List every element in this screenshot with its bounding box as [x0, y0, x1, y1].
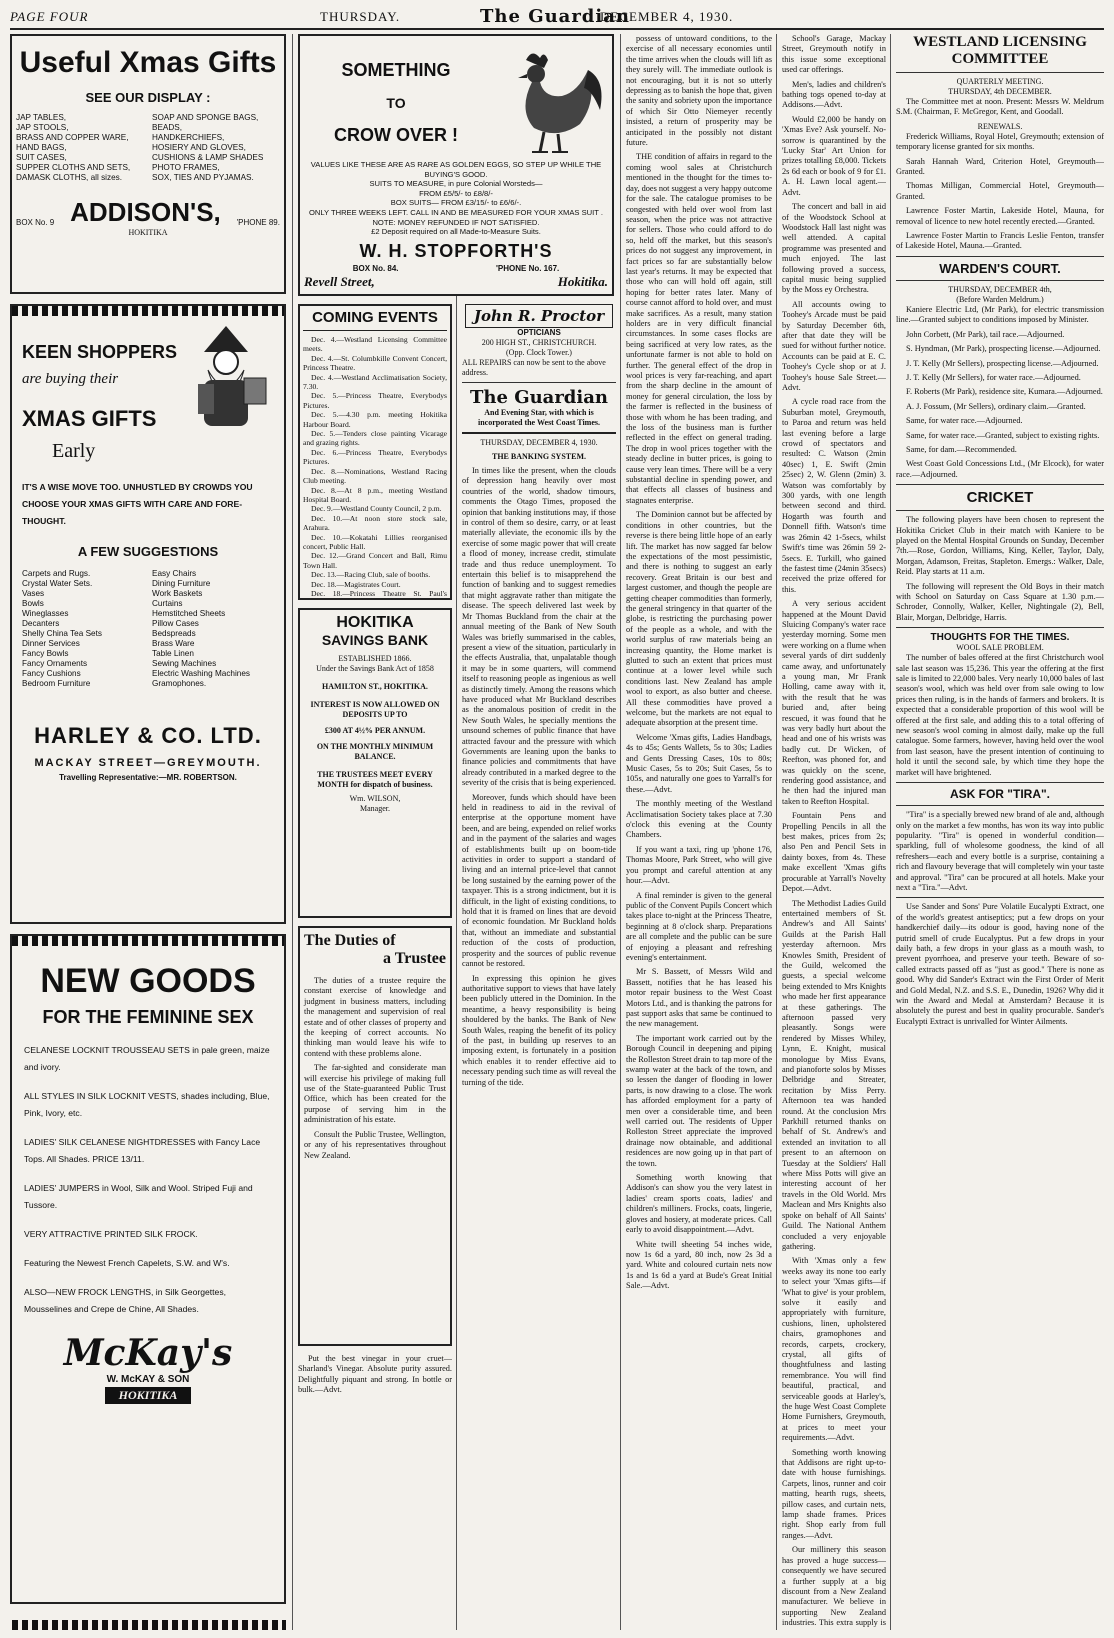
list-item: Gramophones. [152, 679, 207, 688]
harley-right [152, 569, 274, 689]
event-item: Dec. 18.—Magistrates Court. [311, 579, 401, 589]
stopforth-line: NOTE: MONEY REFUNDED IF NOT SATISFIED. [372, 217, 540, 227]
licensing-item: Frederick Williams, Royal Hotel, Greymouth; extension of temporary license granted for six months. [896, 131, 1104, 152]
mckay-ad [10, 934, 286, 1604]
savings-bank-ad [298, 608, 452, 918]
event-item: Dec. 4.—Westland Acclimatisation Society, 7.30. [303, 372, 447, 392]
savings-int1: INTEREST IS NOW ALLOWED ON DEPOSITS UP TO [310, 700, 440, 719]
guardian-section: THE BANKING SYSTEM. [491, 452, 587, 461]
list-item: SOAP AND SPONGE BAGS, [152, 113, 259, 122]
harley-h4: Early [52, 440, 96, 462]
trustee-p2: The far-sighted and considerate man will exercise his privilege of making full use of the State-guaranteed Public Trust Office, which has been created for the purpose of serving him in the administration of his estate. [304, 1063, 446, 1125]
addisons-box: BOX No. 9 [16, 218, 55, 227]
proctor-sub: OPTICIANS [517, 328, 561, 337]
harley-rep: Travelling Representative:—MR. ROBERTSON. [59, 773, 237, 782]
news-paragraph: The concert and ball in aid of the Woodstock School at Woodstock Hall last night was well attended. A capital programme was presented and much enjoyed. The last following proved a success, capital music being supplied by the Moss ey Orchestra. [782, 202, 886, 295]
licensing-item: Lawrence Foster Martin to Francis Leslie Fenton, transfer of Lakeside Hotel, Mauna.—Granted. [896, 231, 1104, 251]
wardens-title: WARDEN'S COURT. [939, 260, 1061, 276]
addisons-list [16, 113, 280, 183]
wardens-items [896, 305, 1104, 480]
mckay-sub: W. McKAY & SON [106, 1374, 190, 1385]
list-item: DAMASK CLOTHS, all sizes. [16, 173, 123, 182]
wardens-date: THURSDAY, DECEMBER 4th, [948, 284, 1052, 294]
wardens-before: (Before Warden Meldrum.) [956, 294, 1044, 304]
addisons-see: SEE OUR DISPLAY : [85, 90, 211, 105]
news-paragraph: The monthly meeting of the Westland Acclimatisation Society takes place at 7.30 o'clock this evening at the County Chambers. [626, 799, 772, 840]
harley-list [22, 569, 274, 689]
list-item: Fancy Cushions [22, 669, 81, 678]
licensing-title: WESTLAND LICENSING COMMITTEE [913, 34, 1087, 67]
news-paragraph: A very serious accident happened at the Mount David Sluicing Company's water race yesterday morning. Some men were working on a flume when several yards of dirt suddenly came away, and unfortunately a young man, Mr Frank Holling, came away with it, with the result that he was buried and, after being rescued, it was found that he was very badly hurt about the head and one of his wrists was badly cut. Dr Wicken, of Reefton, was phoned for, and was quickly on the scene, rendering good assistance, and he then had the injured man taken to Reefton Hospital. [782, 599, 886, 806]
column-3 [462, 304, 616, 1630]
news-paragraph: School's Garage, Mackay Street, Greymouth notify in this issue some exceptional used car offerings. [782, 34, 886, 75]
list-item: JAP STOOLS, [16, 123, 69, 132]
savings-trust: THE TRUSTEES MEET EVERY MONTH for dispatch of business. [317, 770, 433, 789]
list-item: JAP TABLES, [16, 113, 67, 122]
event-item: Dec. 4.—Westland Licensing Committee meets. [303, 335, 447, 354]
harley-left [22, 569, 144, 689]
list-item: SOX, TIES AND PYJAMAS. [152, 173, 254, 182]
news-paragraph: The important work carried out by the Borough Council in deepening and piping the Rolleston Street drain to tap more of the swamp water at the back of the town, and so lessen the danger of flooding in lower parts, is now drawing to a close. The work has afforded employment for a party of men over a considerable time, and been well carried out. The residents of Upper Rolleston Street appreciate the improved drainage now obtainable, and additional residences are now going up in that part of the town. [626, 1033, 772, 1168]
harley-name: HARLEY & CO. LTD. [34, 723, 262, 748]
licensing-item: Thomas Milligan, Commercial Hotel, Greymouth—Granted. [896, 181, 1104, 201]
harley-h1: KEEN SHOPPERS [22, 342, 178, 362]
event-item: Dec. 8.—At 8 p.m., meeting Westland Hospital Board. [303, 485, 447, 504]
header-day: THURSDAY. [320, 9, 401, 24]
harley-ad [10, 304, 286, 924]
film-border-top [12, 306, 284, 316]
news-paragraph: Something worth knowing that Addison's can show you the very latest in ladies' cream sports coats, ladies' and children's milliners. Frocks, coats, lingerie, gloves and hosiery, at moderate prices. Call early to avoid disappointment.—Advt. [626, 1173, 772, 1235]
event-item: Dec. 13.—Racing Club, sale of booths. [311, 570, 431, 580]
news-paragraph: Fountain Pens and Propelling Pencils in all the best makes, prices from 2s; also Pen and Pencil Sets in dainty boxes, from 4s. These make excellent 'Xmas gifts procurable at Yarrall's Novelty Depot.—Advt. [782, 811, 886, 894]
event-item: Dec. 12.—Grand Concert and Ball, Rimu Town Hall. [303, 551, 447, 570]
stopforth-line: ONLY THREE WEEKS LEFT. CALL IN AND BE MEASURED FOR YOUR XMAS SUIT . [309, 207, 603, 217]
savings-int3: ON THE MONTHLY MINIMUM BALANCE. [316, 742, 434, 761]
editorial-paragraph: In times like the present, when the clouds of depression hang heavily over most countries of the world, shadow timours, comments the Otago Times, proposed the opinion that banking institutions may, if those in control of them so desire, carry, or at least materially alleviate, the economic ills by the exercise of some magic power that will create a flood of money, increase credit, stimulate trade and thus reduce unemployment. To entertain this belief is to misapprehend the function of banking and to suggest remedies that might aggravate rather than mitigate the disease. The speech delivered last week by Mr Thomas Buckland from the chair at the annual meeting of the Bank of New South Wales was briefly summarised in the cables, present a view of the situation, particularly in the effects Australia, that, unpalatable though it may be in some quarters, will commend itself to reasoning people as ingenious as well as distinctly timely. Among the reasons which have produced what Mr Buckland describes as the anomalous position of credit in the New South Wales, he specially mentions the unsound schemes of public finance that have attracted favour and the pressure with which Governments are leaning upon the banks to finance policies and commitments that have already contributed in a marked degree to the severity of the crisis that is being experienced. [462, 466, 616, 788]
column-4-text [626, 34, 772, 1292]
addisons-name: ADDISON'S, [70, 197, 221, 227]
mckay-town: HOKITIKA [105, 1387, 192, 1404]
column-6 [896, 34, 1104, 1630]
list-item: Hemstitched Sheets [152, 609, 226, 618]
list-item: Fancy Ornaments [22, 659, 88, 668]
cricket-p1: The following players have been chosen to represent the Hokitika Cricket Club in their match with Kaniere to be played on the Mental Hospital Grounds on Sunday, December 7th.—Rose, Gordon, Williams, King, Keller, Taylor, Daly, Morgan, Adamson, Freitas, Stapleton. Emergs.: Walker, Dale, Reid. Play starts at 11 a.m. [896, 515, 1104, 577]
mckay-items [24, 1042, 272, 1318]
event-item: Dec. 18.—Princess Theatre St. Paul's [311, 588, 447, 598]
stopforth-box: BOX No. 84. [352, 263, 399, 273]
harley-h3: XMAS GIFTS [22, 406, 157, 431]
savings-addr: HAMILTON ST., HOKITIKA. [322, 682, 428, 691]
guardian-sub: And Evening Star, with which is incorporated the West Coast Times. [478, 408, 600, 427]
santa-illustration [178, 322, 274, 432]
events-list [303, 335, 447, 600]
list-item: Bedspreads [152, 629, 196, 638]
news-paragraph: With 'Xmas only a few weeks away its none too early to select your 'Xmas gifts—if 'What to give' is your problem, solve it easily and appropriately with furniture, cushions, linen, upholstered chairs, gramophones and records, carpets, crockery, crystal, all gifts of thoughtfulness and lasting remembrance. You will find beautiful, practical, and serviceable goods at Harley's, the huge West Coast Complete Home Furnishers, Greymouth, at prices to meet your requirements.—Advt. [782, 1256, 886, 1443]
event-item: Dec. 10.—At noon store stock sale, Arahura. [303, 513, 447, 533]
savings-sign: Wm. WILSON, [349, 794, 401, 803]
proctor-addr2: (Opp. Clock Tower.) [506, 348, 572, 357]
harley-intro: IT'S A WISE MOVE TOO. UNHUSTLED BY CROWDS YOU CHOOSE YOUR XMAS GIFTS WITH CARE AND FORE-THOUGHT. [22, 482, 253, 526]
sanders-advt: Use Sander and Sons' Pure Volatile Eucalypti Extract, one of the world's greatest antiseptics; put a few drops on your handkerchief daily—its odour is good, having none of the putrid smell of crude Eucalyptus. Put a few drops in your daily bath, a few drops in your glass as a mouth wash, to prevent pyorrhoea, and preserve your teeth. Beware of so-called extracts passed off as "just as good." There is none as good. Why did Sander's Extract win the First Order of Merit and Gold Medal, N.Z. and S.S. E., Dunedin, 1926? Why did it win the Award and Medal at Amsterdam? Because it is absolutely the purest and best in quality procurable. Sander's Eucalypti Extract is unrivalled for Winter Ailments. [896, 902, 1104, 1026]
licensing-items [896, 132, 1104, 252]
news-paragraph: Would £2,000 be handy on 'Xmas Eve? Ask yourself. No-sorrow is quarantined by the 'Lucky Star' Art Union for prizes totalling £8,000. Tickets 2s 6d each or book of 9 for £1. A. H. Lawn local agent.—Advt. [782, 114, 886, 197]
stopforth-town: Hokitika. [557, 273, 608, 289]
mckay-h2: FOR THE FEMININE SEX [42, 1007, 254, 1027]
wardens-item: West Coast Gold Concessions Ltd., (Mr Elcock), for water race.—Adjourned. [896, 459, 1104, 479]
savings-est: ESTABLISHED 1866. [338, 654, 412, 663]
savings-int2: £300 AT 4½% PER ANNUM. [324, 726, 426, 735]
licensing-sub: QUARTERLY MEETING. [956, 77, 1044, 86]
stopforth-name: W. H. STOPFORTH'S [359, 240, 553, 261]
list-item: Curtains [152, 599, 183, 608]
list-item: Brass Ware [152, 639, 195, 648]
trustee-h1: The Duties of [304, 932, 396, 949]
licensing-intro: The Committee met at noon. Present: Messrs W. Meldrum S.M. (Chairman, F. McGregor, Kent, and Goodall. [896, 97, 1104, 117]
list-item: SUIT CASES, [16, 153, 67, 162]
column-5-text [782, 34, 886, 1630]
wardens-item: Kaniere Electric Ltd, (Mr Park), for electric transmission line.—Granted subject to conditions imposed by Minister. [896, 304, 1104, 325]
proctor-addr: 200 HIGH ST., CHRISTCHURCH. [481, 338, 597, 347]
stopforth-h1: SOMETHING [341, 60, 451, 80]
news-paragraph: A cycle road race from the Suburban motel, Greymouth, to Paroa and return was held last evening before a large crowd of spectators and resulted: C. Watson (2min 40sec) 1, E. Swift (2min 25sec) 2, W. Glenn (2min) 3. Watson was comfortably by 300 yards, with one length between second and third. Hogarth was fourth and Donnell fifth. Watson's time was 26min 42 1-5secs, whilst Swift's time was 26min 59 2-5secs. E. Turkill, who gained the fastest time (24min 35secs) received the prize offered for this. [782, 397, 886, 594]
news-paragraph: Something worth knowing that Addisons are right up-to-date with house furnishings. Carpets, linos, runner and coir matting, hearth rugs, sheets, pillow cases, and curtain nets, lamp shade frames. Prices right. Shop early from full ranges.—Advt. [782, 1447, 886, 1540]
rooster-illustration [488, 40, 608, 160]
proctor-logo: John R. Proctor [465, 304, 613, 328]
list-item: PHOTO FRAMES, [152, 163, 220, 172]
harley-suggestions-heading: A FEW SUGGESTIONS [77, 544, 219, 559]
list-item: CUSHIONS & LAMP SHADES [152, 153, 264, 162]
mckay-logo: McKay's [63, 1332, 233, 1374]
addisons-title: Useful Xmas Gifts [19, 46, 277, 79]
cricket-title: CRICKET [966, 489, 1034, 507]
stopforth-ad [298, 34, 614, 296]
list-item: Dinner Services [22, 639, 80, 648]
guardian-date: THURSDAY, DECEMBER 4, 1930. [480, 438, 598, 447]
events-title: COMING EVENTS [303, 309, 447, 331]
news-paragraph: Our millinery this season has proved a huge success—consequently we have secured a further supply at a big discount from a New Zealand manufacturer. We believe in supporting New Zealand industries. This extra supply is [782, 1545, 886, 1628]
addisons-right [152, 113, 280, 183]
news-paragraph: The Methodist Ladies Guild entertained members of St. Andrew's and All Saints' Guilds at the Parish Hall yesterday afternoon. Mrs Knowles Smith, President of the Guild, welcomed the guests, a special welcome being extended to Mrs Knights who made her first appearance at these gatherings. The afternoon passed very pleasantly. Songs were rendered by Misses Whiley, Lynn, E. Knight, musical monologue by Miss Evans, and pianoforte solos by Misses Delbridge and Streater, recitation by Miss Perry. Afternoon tea was handed round. At the conclusion Mrs Parkhill returned thanks on behalf of St. Andrew's and extended an invitation to all present to an afternoon on Tuesday at the Soldiers' Hall where Miss Potts will give an interesting account of her travels in the Old World. Mrs Maclean and Mrs Knights also spoke on behalf of All Saints' Guild. The National Anthem concluded a very enjoyable gathering. [782, 898, 886, 1251]
event-item: Dec. 5.—Princess Theatre, Everybodys Pictures. [303, 391, 447, 410]
harley-h2: are buying their [22, 371, 119, 387]
wardens-item: John Corbett, (Mr Park), tail race.—Adjourned. [906, 329, 1065, 339]
list-item: Bedroom Furniture [22, 679, 91, 688]
news-paragraph: A final reminder is given to the general public of the Convent Pupils Concert which takes place to-night at the Princess Theatre, beginning at 8 o'clock sharp. Preparations are all complete and the public can be sure of enjoying a pleasant and refreshing evening's entertainment. [626, 890, 772, 962]
news-paragraph: If you want a taxi, ring up 'phone 176, Thomas Moore, Park Street, who will give you prompt and careful attention at any hour.—Advt. [626, 844, 772, 886]
stopforth-lines [304, 160, 608, 237]
proctor-note: ALL REPAIRS can now be sent to the above address. [462, 358, 606, 377]
news-paragraph: THE condition of affairs in regard to the coming wool sales at Christchurch mentioned in the thought for the times to-day, does not suggest a very happy outcome for the sale. The catalogue promises to be congested with held over wool from last season, when the price was not attractive for sellers. Those who could afford to do so, held off the market, but this season's prices do not suggest any improvement, in fact prices so far are substantially below last year's returns. It may be expected that those who can will hold off again, still hoping for better rates later. Many of course cannot afford to hold over, and must make sacrifices. As a result, many station holders are in very difficult financial circumstances. In some cases flocks are being sacrificed at very low rates, as the unfortunate farmer is not able to hold on further. The general effect of the drop in wool prices is very far-reaching, and apart from the sharp decline in the amount of money for general circulation, the loss by the farmer is reflected in the business of those with whom he has been trading, and the loss of the business man is further reflected in the effect on general trading. The drop in wool prices together with the steady decline in butter prices, is going to cause very lean times. There will be a very substantial decline in spending power, and that effects all classes of business and stagnates enterprise. [626, 152, 772, 505]
film-border-bottom [12, 1620, 286, 1630]
wardens-item: Same, for water race.—Adjourned. [906, 416, 1023, 426]
news-paragraph: possess of untoward conditions, to the exercise of all necessary economies until the time arrives when the clouds will lift as they surely will. The immediate outlook is not encouraging, but it is not so utterly depressing as to banish the hope that, given the sanity and sobriety upon the importance of which Sir Otto Niemeyer recently insisted, a return of prosperity may be anticipated in the possibly not distant future. [626, 34, 772, 148]
page-number: PAGE FOUR [10, 9, 89, 24]
editorial-paragraph: Moreover, funds which should have been held in readiness to aid in the revival of enterprise at the opportune moment have been, and are being, expended on relief works and in the payment of the salaries and wages of establishments built up on boom-tide activities in order to support a standard of living and an internal price-level that cannot be long sustained by the earning power of the taxpayer. This is a strong indictment, but it is difficult, in the light of existing conditions, to hold that it is framed on lines that are devoid of economic foundation. Mr Buckland holds that, without an immediate and substantial reduction of the costs of production, prosperity and the sources of public revenue cannot be restored. [462, 792, 616, 969]
column-2-lower [298, 304, 452, 1630]
list-item: Table Linen [152, 649, 194, 658]
guardian-title: The Guardian [470, 387, 608, 408]
stopforth-line: BOX SUITS— FROM £3/15/- to £6/6/-. [390, 198, 522, 208]
trustee-p3: Consult the Public Trustee, Wellington, or any of his representatives throughout New Zealand. [304, 1129, 446, 1160]
list-item: Easy Chairs [152, 569, 197, 578]
event-item: Dec. 4.—St. Columbkille Convent Concert, Princess Theatre. [303, 353, 447, 373]
header-date: DECEMBER 4, 1930. [600, 9, 734, 24]
masthead: The Guardian [480, 6, 630, 27]
stopforth-street: Revell Street, [304, 273, 375, 289]
event-item: Dec. 6.—Princess Theatre, Everybodys Pictures. [303, 447, 447, 467]
page-header [10, 6, 1104, 30]
list-item: Pillow Cases [152, 619, 199, 628]
mckay-item: ALSO—NEW FROCK LENGTHS, in Silk Georgettes, Mousselines and Crepe de Chine, All Shades. [24, 1287, 227, 1314]
list-item: Crystal Water Sets. [22, 579, 93, 588]
event-item: Dec. 10.—Kokatahi Lillies reorganised concert, Public Hall. [303, 532, 447, 551]
mckay-item: VERY ATTRACTIVE PRINTED SILK FROCK. [24, 1229, 198, 1239]
list-item: Dining Furniture [152, 579, 211, 588]
list-item: Bowls [22, 599, 44, 608]
mckay-item: LADIES' JUMPERS in Wool, Silk and Wool. Striped Fuji and Tussore. [24, 1183, 253, 1210]
news-paragraph: Mr S. Bassett, of Messrs Wild and Bassett, notifies that he has leased his motor repair business to the West Coast Motors Ltd., and is thanking the patrons for past support asks that same be continued to the new management. [626, 967, 772, 1029]
cricket-p2: The following will represent the Old Boys in their match with School on Saturday on Cass Square at 1.30 p.m.—Schroder, Connolly, Walker, Keller, Nightingale (2), Bell, Blair, Morgan, Delbridge, Harris. [896, 581, 1104, 622]
trustee-p1: The duties of a trustee require the constant exercise of knowledge and judgment in business matters, including the management and supervision of real estate and of other classes of property and the keeping of correct accounts. No thinking man would leave his wife to contend with these problems alone. [304, 976, 446, 1058]
wardens-item: Same, for water race.—Granted, subject to existing rights. [906, 430, 1100, 440]
column-5 [782, 34, 886, 1630]
list-item: Vases [22, 589, 45, 598]
news-paragraph: Welcome 'Xmas gifts, Ladies Handbags, 4s to 45s; Gents Wallets, 5s to 30s; Ladies and Gents Dressing Cases, 10s to 80s; Music Cases, 5s to 20s; Suit Cases, 5s to 105s, and naturally one goes to Yarrall's for these.—Advt. [626, 732, 772, 794]
savings-h1: HOKITIKA [336, 614, 414, 631]
harley-street: MACKAY STREET—GREYMOUTH. [34, 757, 262, 769]
list-item: BRASS AND COPPER WARE, [16, 133, 129, 142]
licensing-item: Sarah Hannah Ward, Criterion Hotel, Greymouth—Granted. [896, 156, 1104, 177]
list-item: Carpets and Rugs. [22, 569, 91, 578]
wardens-item: J. T. Kelly (Mr Sellers), for water race.—Adjourned. [906, 372, 1081, 382]
wardens-item: F. Roberts (Mr Park), residence site, Kumara.—Adjourned. [906, 387, 1103, 397]
licensing-renewals: RENEWALS. [977, 121, 1023, 131]
tira-p1: "Tira" is a specially brewed new brand of ale and, although only on the market a few months, has won its way into public popularity. "Tira" is opened in wonderful condition—sparkling, full of wholesome goodness, the kind of all refreshers—each and every bottle is a surprise, containing a rich and flavoury beverage that will completely win your taste and approval. "Tira" can be procured at all hotels. Make your next a "Tira."—Advt. [896, 810, 1104, 892]
coming-events [298, 304, 452, 600]
list-item: Shelly China Tea Sets [22, 629, 102, 638]
mckay-item: Featuring the Newest French Capelets, S.W. and W's. [24, 1258, 230, 1268]
news-paragraph: White twill sheeting 54 inches wide, now 1s 6d a yard, 80 inch, now 2s 3d a yard. White and coloured curtain nets now 1s and 1s 6d a yard at Bude's Great Initial Sale.—Advt. [626, 1239, 772, 1291]
list-item: HAND BAGS, [16, 143, 67, 152]
event-item: Dec. 5.—4.30 p.m. meeting Hokitika Harbour Board. [303, 410, 447, 429]
addisons-ad [10, 34, 286, 294]
addisons-phone: 'PHONE 89. [236, 218, 280, 227]
editorial-paragraph: In expressing this opinion he gives authoritative support to views that have lately been publicly uttered in the Dominion. In the meantime, a heavy responsibility is being shouldered by the banks. The Bank of New South Wales, reaping the benefit of its policy of the past, in building up reserves to an imposing extent, is fortunately in a position which enables it to render effective aid to necessary pending such time as will reveal the turning of the tide. [462, 973, 616, 1087]
tira-title: ASK FOR "TIRA". [949, 787, 1051, 802]
wardens-item: Same, for dam.—Recommended. [906, 444, 1017, 454]
stopforth-h2: TO [386, 95, 406, 111]
stopforth-line: FROM £5/5/- to £8/8/- [419, 188, 493, 198]
list-item: Decanters [22, 619, 60, 628]
event-item: Dec. 8.—Nominations, Westland Racing Club meeting. [303, 466, 447, 486]
list-item: BEADS, [152, 123, 183, 132]
trustee-ad [298, 926, 452, 1346]
stopforth-line: £2 Deposit required on all Made-to-Measure Suits. [371, 227, 541, 237]
thoughts-sub: WOOL SALE PROBLEM. [956, 643, 1044, 653]
film-border-top-2 [12, 936, 284, 946]
addisons-town: HOKITIKA [128, 228, 168, 237]
news-paragraph: The Dominion cannot but be affected by conditions in other countries, but the reverse is there being little hope of an early lift. The market has now sagged far below the expectations of the most pessimistic, and there is nothing to suggest an early recovery. Great Britain is our best and largest customer, and though the people are getting cheaper commodities than formerly, the general stringency in that quarter of the globe, is restricting the purchasing power of the people as a whole, and with the world surplus of raw materials being an increasing quantity, the Home market is glutted to such an extent that prices must continue at a lower level while such conditions last. New Zealand has ample wool to export, as also butter and cheese. All these commodities have proved a welcome, but the markets are not equal to adequate absorption at the present time. [626, 510, 772, 728]
news-paragraph: Men's, ladies and children's bathing togs opened to-day at Addisons.—Advt. [782, 79, 886, 110]
thoughts-p1: The number of bales offered at the first Christchurch wool sale last season was 15,236. This year the offering at the first sale is limited to 22,000 bales. Very nearly 10,000 bales of last season's wool, which was held over from sale owing to low prices then ruling, is in the hands of farmers and brokers. It is expected that a considerable proportion of this wool will be offered at the first sale, and adding this to a total offering of new season's wool coming in almost daily, make up the full catalogue. Some farmers, however, having held over the wool from last season, have the present intention of continuing to hold it until the second sale, by which time they hope the market will have brightened. [896, 653, 1104, 777]
addisons-left [16, 113, 144, 183]
guardian-editorial [462, 466, 616, 1088]
list-item: Sewing Machines [152, 659, 217, 668]
vinegar-advt: Put the best vinegar in your cruet—Sharland's Vinegar. Absolute purity assured. Delightfully piquant and strong. In bottle or bulk.—Advt. [298, 1354, 452, 1395]
savings-h2: SAVINGS BANK [321, 632, 429, 648]
mckay-h1: NEW GOODS [40, 962, 256, 1000]
event-item: Dec. 9.—Westland County Council, 2 p.m. [311, 504, 442, 514]
list-item: SUPPER CLOTHS AND SETS, [16, 163, 131, 172]
licensing-item: Lawrence Foster Martin, Lakeside Hotel, Mauna, for removal of licence to new hotel recently erected.—Granted. [896, 206, 1104, 226]
stopforth-line: SUITS TO MEASURE, in pure Colonial Worsteds— [369, 179, 543, 189]
wardens-item: S. Hyndman, (Mr Park), prospecting license.—Adjourned. [906, 344, 1101, 354]
wardens-item: J. T. Kelly (Mr Sellers), prospecting license.—Adjourned. [906, 358, 1099, 368]
mckay-item: ALL STYLES IN SILK LOCKNIT VESTS, shades including, Blue, Pink, Ivory, etc. [24, 1091, 270, 1118]
list-item: Wineglasses [22, 609, 69, 618]
mckay-item: LADIES' SILK CELANESE NIGHTDRESSES with Fancy Lace Tops. All Shades. PRICE 13/11. [24, 1137, 261, 1164]
stopforth-phone: 'PHONE No. 167. [496, 263, 560, 273]
list-item: HOSIERY AND GLOVES, [152, 143, 246, 152]
stopforth-h3: CROW OVER ! [334, 125, 458, 145]
list-item: HANDKERCHIEFS, [152, 133, 225, 142]
trustee-h2: a Trustee [383, 950, 446, 967]
licensing-date: THURSDAY, 4th DECEMBER. [948, 87, 1052, 96]
news-paragraph: All accounts owing to Toohey's Arcade must be paid by Saturday December 6th, after that date they will be sued for without further notice. Accounts can be paid at E. C. Toohey's Cycle shop or at J. Toohey's house Sale Street.—Advt. [782, 299, 886, 392]
savings-mgr: Manager. [360, 804, 390, 813]
column-1 [10, 34, 286, 1630]
savings-act: Under the Savings Bank Act of 1858 [316, 664, 434, 673]
stopforth-line: VALUES LIKE THESE ARE AS RARE AS GOLDEN EGGS, SO STEP UP WHILE THE BUYING'S GOOD. [310, 160, 602, 179]
list-item: Electric Washing Machines [152, 669, 250, 678]
mckay-item: CELANESE LOCKNIT TROUSSEAU SETS in pale green, maize and ivory. [24, 1045, 270, 1072]
wardens-item: A. J. Fossum, (Mr Sellers), ordinary claim.—Granted. [906, 401, 1086, 411]
list-item: Fancy Bowls [22, 649, 69, 658]
event-item: Dec. 5.—Tenders close painting Vicarage and grazing rights. [303, 429, 447, 448]
list-item: Work Baskets [152, 589, 203, 598]
column-4 [626, 34, 772, 1630]
thoughts-title: THOUGHTS FOR THE TIMES. [930, 632, 1070, 644]
